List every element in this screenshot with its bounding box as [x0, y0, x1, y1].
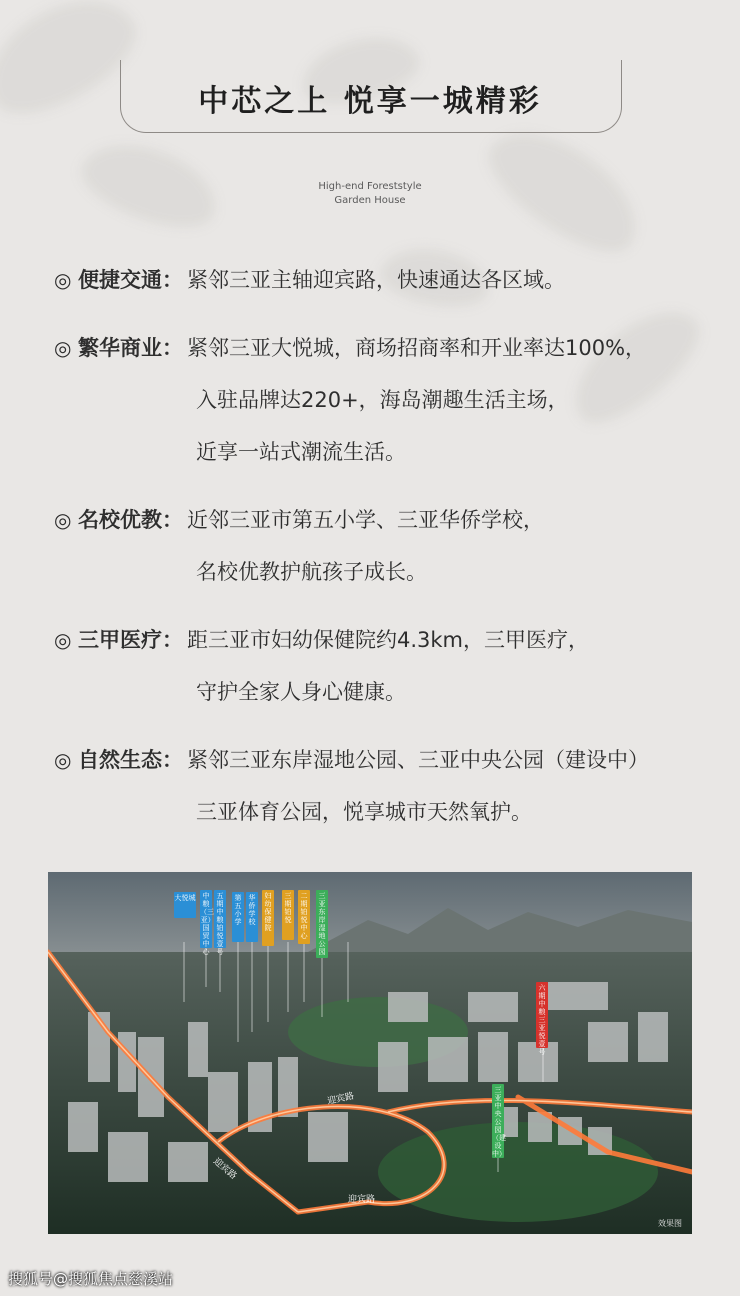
- feature-line: 入驻品牌达220+，海岛潮趣生活主场，: [196, 388, 569, 412]
- road-label: 迎宾路: [348, 1195, 376, 1205]
- page-title: 中芯之上 悦享一城精彩: [198, 84, 542, 119]
- subtitle-line-1: High-end Foreststyle: [318, 181, 422, 192]
- feature-line: 三亚体育公园，悦享城市天然氧护。: [196, 800, 532, 824]
- feature-colon: ：: [162, 748, 183, 772]
- map-tag-school5: 第五小学: [232, 892, 244, 942]
- feature-education: [54, 494, 714, 598]
- feature-colon: ：: [162, 628, 183, 652]
- feature-line: 紧邻三亚主轴迎宾路，快速通达各区域。: [187, 268, 565, 292]
- feature-commerce: [54, 322, 714, 478]
- source-watermark: 搜狐号@搜狐焦点慈溪站: [8, 1270, 174, 1288]
- bullet-icon: ◎: [54, 628, 72, 652]
- bullet-icon: ◎: [54, 508, 72, 532]
- page-subtitle: [0, 180, 740, 208]
- aerial-map-svg: [48, 872, 692, 1234]
- map-tag-guomao: 中粮（三亚）国贸中心: [200, 892, 214, 956]
- feature-label: 繁华商业: [78, 336, 162, 360]
- map-tag-central-park: 三亚中央公园（建设中）: [492, 1086, 506, 1158]
- feature-list: [54, 254, 714, 854]
- bullet-icon: ◎: [54, 336, 72, 360]
- feature-line: 守护全家人身心健康。: [196, 680, 406, 704]
- feature-colon: ：: [162, 336, 183, 360]
- road-label: 迎宾路: [211, 1156, 239, 1182]
- map-tag-dayuecheng: 大悦城: [174, 892, 196, 918]
- feature-ecology: [54, 734, 714, 838]
- feature-line: 紧邻三亚东岸湿地公园、三亚中央公园（建设中）: [187, 748, 649, 772]
- bullet-icon: ◎: [54, 748, 72, 772]
- map-tag-phase2: 二期铂悦中心: [298, 890, 310, 944]
- feature-line: 近享一站式潮流生活。: [196, 440, 406, 464]
- map-tag-phase3: 三期铂悦: [282, 890, 294, 940]
- aerial-map-image: [48, 872, 692, 1234]
- map-tag-phase6: 六期中粮三亚悦壹号: [536, 982, 548, 1048]
- bullet-icon: ◎: [54, 268, 72, 292]
- feature-colon: ：: [162, 508, 183, 532]
- feature-label: 三甲医疗: [78, 628, 162, 652]
- feature-transport: [54, 254, 714, 306]
- feature-colon: ：: [162, 268, 183, 292]
- map-tag-fuyou: 妇幼保健院: [262, 890, 274, 946]
- feature-medical: [54, 614, 714, 718]
- road-label: 迎宾路: [326, 1091, 356, 1107]
- map-tag-phase5: 五期中粮铂悦壹号: [214, 890, 226, 948]
- feature-line: 距三亚市妇幼保健院约4.3km，三甲医疗，: [187, 628, 590, 652]
- feature-label: 便捷交通: [78, 268, 162, 292]
- feature-label: 自然生态: [78, 748, 162, 772]
- map-caption: 效果图: [658, 1219, 682, 1228]
- feature-line: 紧邻三亚大悦城，商场招商率和开业率达100%，: [187, 336, 647, 360]
- feature-label: 名校优教: [78, 508, 162, 532]
- feature-line: 近邻三亚市第五小学、三亚华侨学校，: [187, 508, 544, 532]
- map-tag-huaqiao: 华侨学校: [246, 892, 258, 942]
- map-tag-wetland: 三亚东岸湿地公园: [316, 890, 328, 958]
- subtitle-line-2: Garden House: [334, 195, 406, 206]
- feature-line: 名校优教护航孩子成长。: [196, 560, 427, 584]
